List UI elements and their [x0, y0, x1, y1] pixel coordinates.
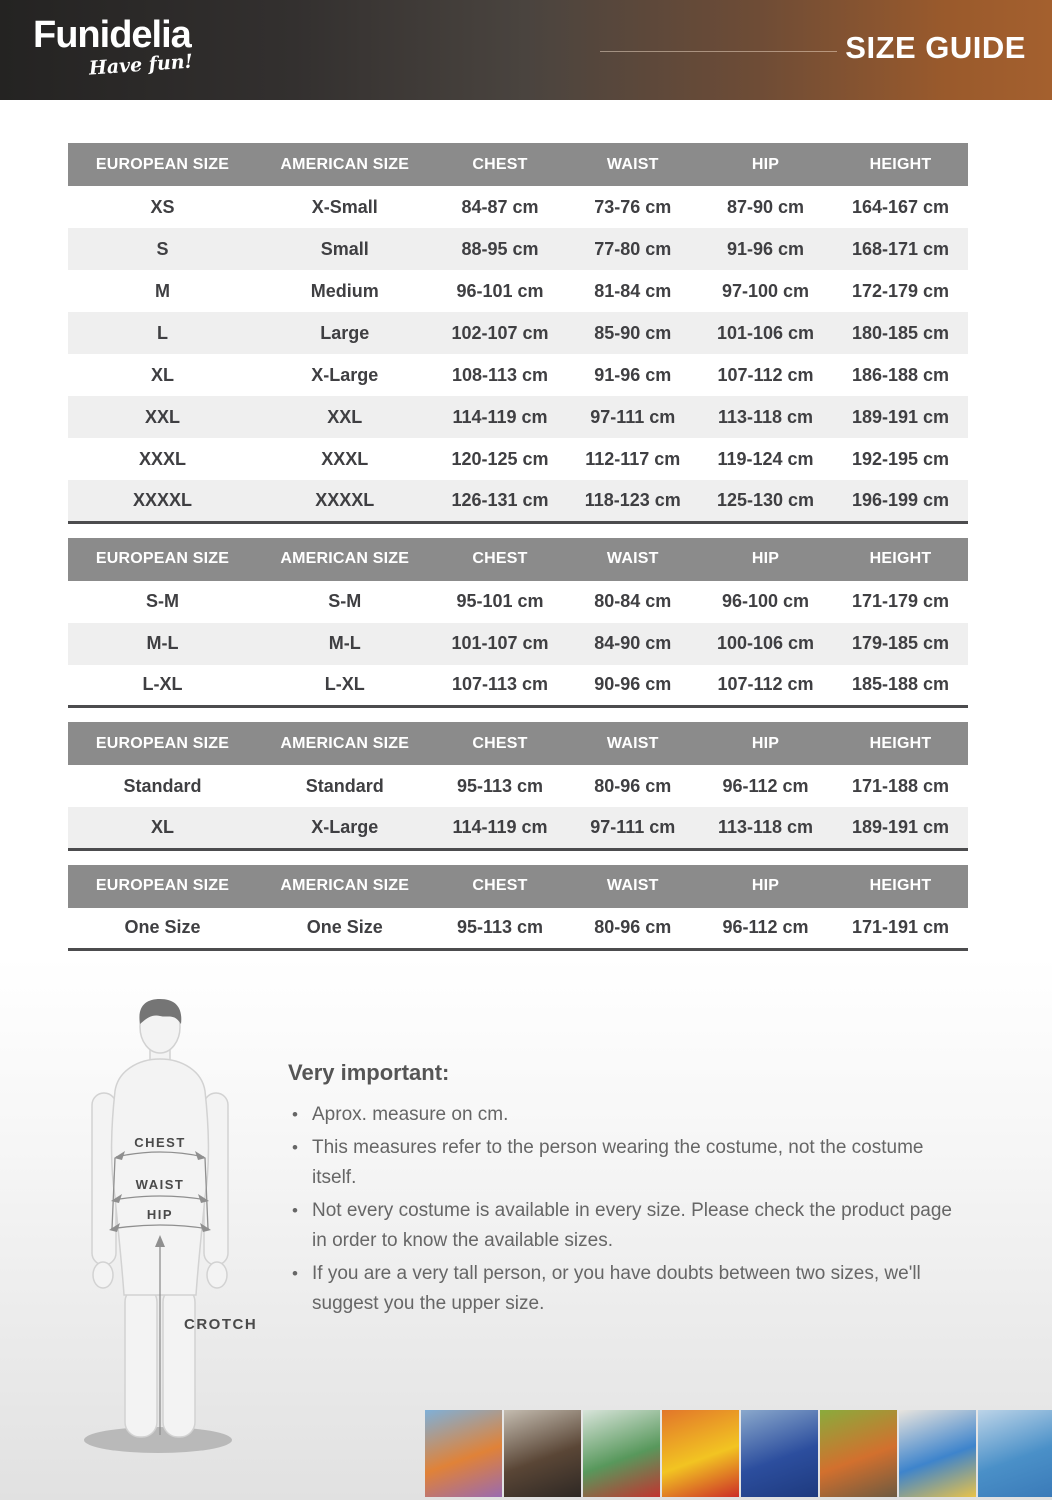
notes-list — [288, 1100, 968, 1319]
table-cell: 88-95 cm — [433, 228, 568, 270]
table-cell: 91-96 cm — [698, 228, 833, 270]
table-row — [68, 312, 968, 354]
table-cell: 90-96 cm — [568, 665, 699, 707]
table-cell: Medium — [257, 270, 433, 312]
table-cell: One Size — [257, 908, 433, 950]
table-cell: Large — [257, 312, 433, 354]
costume-photo-dragon-ball — [425, 1410, 502, 1497]
note-item: • Not every costume is available in every size. Please check the product page in order to know the available sizes. — [288, 1196, 968, 1256]
table-row — [68, 438, 968, 480]
table-cell: 189-191 cm — [833, 807, 968, 849]
table-cell: X-Large — [257, 807, 433, 849]
column-header: CHEST — [433, 143, 568, 186]
column-header: HIP — [698, 865, 833, 908]
column-header: EUROPEAN SIZE — [68, 143, 257, 186]
column-header: HIP — [698, 722, 833, 765]
column-header: WAIST — [568, 538, 699, 581]
note-item: • If you are a very tall person, or you have doubts between two sizes, we'll suggest you the upper size. — [288, 1259, 968, 1319]
logo-tagline: Have fun! — [88, 50, 194, 80]
table-cell: Standard — [257, 765, 433, 807]
table-cell: XXXL — [257, 438, 433, 480]
table-cell: 171-191 cm — [833, 908, 968, 950]
table-cell: 102-107 cm — [433, 312, 568, 354]
column-header: AMERICAN SIZE — [257, 538, 433, 581]
table-cell: 73-76 cm — [568, 186, 699, 228]
table-cell: 168-171 cm — [833, 228, 968, 270]
table-cell: 189-191 cm — [833, 396, 968, 438]
table-cell: 107-112 cm — [698, 665, 833, 707]
table-row — [68, 270, 968, 312]
hip-measure-label: HIP — [146, 1207, 174, 1222]
table-cell: 81-84 cm — [568, 270, 699, 312]
column-header: HEIGHT — [833, 143, 968, 186]
table-row — [68, 480, 968, 522]
bottom-section — [0, 957, 1052, 1500]
column-header: WAIST — [568, 722, 699, 765]
size-tables — [68, 143, 968, 965]
table-cell: 97-100 cm — [698, 270, 833, 312]
table-cell: 186-188 cm — [833, 354, 968, 396]
table-row — [68, 665, 968, 707]
column-header: HIP — [698, 143, 833, 186]
column-header: EUROPEAN SIZE — [68, 865, 257, 908]
table-cell: 172-179 cm — [833, 270, 968, 312]
table-cell: 95-113 cm — [433, 908, 568, 950]
waist-measure-label: WAIST — [135, 1177, 185, 1192]
table-cell: L — [68, 312, 257, 354]
note-item: • This measures refer to the person wearing the costume, not the costume itself. — [288, 1133, 968, 1193]
table-cell: S — [68, 228, 257, 270]
table-cell: 114-119 cm — [433, 396, 568, 438]
table-cell: 96-112 cm — [698, 908, 833, 950]
table-cell: 80-96 cm — [568, 908, 699, 950]
table-cell: 113-118 cm — [698, 807, 833, 849]
table-cell: 85-90 cm — [568, 312, 699, 354]
column-header: HEIGHT — [833, 722, 968, 765]
table-cell: 119-124 cm — [698, 438, 833, 480]
table-cell: XS — [68, 186, 257, 228]
table-cell: One Size — [68, 908, 257, 950]
costume-photo-pj-masks — [741, 1410, 818, 1497]
table-cell: 96-101 cm — [433, 270, 568, 312]
notes-heading: Very important: — [288, 1060, 450, 1085]
table-cell: 185-188 cm — [833, 665, 968, 707]
table-cell: XXL — [257, 396, 433, 438]
table-cell: 96-100 cm — [698, 581, 833, 623]
table-cell: S-M — [257, 581, 433, 623]
table-cell: 80-96 cm — [568, 765, 699, 807]
table-cell: 108-113 cm — [433, 354, 568, 396]
table-cell: XXL — [68, 396, 257, 438]
logo-text: Funidelia — [33, 14, 191, 56]
page-title: SIZE GUIDE — [845, 30, 1026, 65]
table-cell: 120-125 cm — [433, 438, 568, 480]
table-row — [68, 228, 968, 270]
header-banner — [0, 0, 1052, 100]
table-cell: 97-111 cm — [568, 396, 699, 438]
table-cell: 164-167 cm — [833, 186, 968, 228]
table-row — [68, 807, 968, 849]
body-measurement-diagram — [58, 997, 268, 1462]
table-cell: X-Small — [257, 186, 433, 228]
size-table-adult — [68, 143, 968, 524]
table-cell: 107-112 cm — [698, 354, 833, 396]
table-cell: 125-130 cm — [698, 480, 833, 522]
column-header: AMERICAN SIZE — [257, 865, 433, 908]
table-cell: 196-199 cm — [833, 480, 968, 522]
table-cell: 101-106 cm — [698, 312, 833, 354]
banner-divider-line — [600, 51, 837, 52]
table-row — [68, 581, 968, 623]
table-row — [68, 354, 968, 396]
table-cell: 96-112 cm — [698, 765, 833, 807]
table-cell: 84-87 cm — [433, 186, 568, 228]
table-row — [68, 908, 968, 950]
important-notes — [288, 1060, 968, 1322]
costume-photo-partial — [978, 1410, 1052, 1497]
table-cell: L-XL — [257, 665, 433, 707]
table-cell: S-M — [68, 581, 257, 623]
column-header: WAIST — [568, 865, 699, 908]
costume-photo-pacman — [662, 1410, 739, 1497]
column-header: HEIGHT — [833, 865, 968, 908]
table-cell: XXXXL — [68, 480, 257, 522]
table-cell: 171-188 cm — [833, 765, 968, 807]
column-header: AMERICAN SIZE — [257, 722, 433, 765]
table-header-row — [68, 722, 968, 765]
chest-measure-label: CHEST — [134, 1135, 186, 1150]
size-table-standard-xl — [68, 722, 968, 851]
column-header: EUROPEAN SIZE — [68, 538, 257, 581]
table-cell: 84-90 cm — [568, 623, 699, 665]
photo-strip — [425, 1410, 1052, 1497]
table-cell: M-L — [68, 623, 257, 665]
table-cell: 171-179 cm — [833, 581, 968, 623]
costume-photo-power-rangers — [583, 1410, 660, 1497]
table-cell: 180-185 cm — [833, 312, 968, 354]
table-cell: 91-96 cm — [568, 354, 699, 396]
table-cell: 77-80 cm — [568, 228, 699, 270]
table-header-row — [68, 538, 968, 581]
size-table-combined — [68, 538, 968, 709]
column-header: HEIGHT — [833, 538, 968, 581]
table-row — [68, 623, 968, 665]
body-figure-icon — [58, 997, 268, 1462]
table-cell: 107-113 cm — [433, 665, 568, 707]
table-cell: 192-195 cm — [833, 438, 968, 480]
table-cell: XL — [68, 354, 257, 396]
table-cell: 95-101 cm — [433, 581, 568, 623]
table-cell: 118-123 cm — [568, 480, 699, 522]
table-cell: 112-117 cm — [568, 438, 699, 480]
table-cell: M-L — [257, 623, 433, 665]
table-row — [68, 396, 968, 438]
table-row — [68, 186, 968, 228]
table-cell: 95-113 cm — [433, 765, 568, 807]
column-header: AMERICAN SIZE — [257, 143, 433, 186]
table-cell: 87-90 cm — [698, 186, 833, 228]
table-cell: Standard — [68, 765, 257, 807]
note-item: • Aprox. measure on cm. — [288, 1100, 968, 1130]
table-cell: X-Large — [257, 354, 433, 396]
table-cell: 101-107 cm — [433, 623, 568, 665]
table-cell: L-XL — [68, 665, 257, 707]
size-table-one-size — [68, 865, 968, 952]
costume-photo-smurfs — [899, 1410, 976, 1497]
column-header: CHEST — [433, 865, 568, 908]
table-cell: 179-185 cm — [833, 623, 968, 665]
table-cell: 126-131 cm — [433, 480, 568, 522]
table-cell: XL — [68, 807, 257, 849]
table-cell: M — [68, 270, 257, 312]
costume-photo-blanka — [820, 1410, 897, 1497]
table-row — [68, 765, 968, 807]
table-header-row — [68, 865, 968, 908]
table-header-row — [68, 143, 968, 186]
column-header: EUROPEAN SIZE — [68, 722, 257, 765]
column-header: CHEST — [433, 722, 568, 765]
table-cell: 80-84 cm — [568, 581, 699, 623]
column-header: HIP — [698, 538, 833, 581]
table-cell: 97-111 cm — [568, 807, 699, 849]
crotch-measure-label: CROTCH — [184, 1316, 258, 1333]
table-cell: XXXL — [68, 438, 257, 480]
costume-photo-star-wars — [504, 1410, 581, 1497]
table-cell: 113-118 cm — [698, 396, 833, 438]
table-cell: XXXXL — [257, 480, 433, 522]
table-cell: 114-119 cm — [433, 807, 568, 849]
column-header: CHEST — [433, 538, 568, 581]
column-header: WAIST — [568, 143, 699, 186]
table-cell: Small — [257, 228, 433, 270]
funidelia-logo — [33, 16, 193, 78]
table-cell: 100-106 cm — [698, 623, 833, 665]
